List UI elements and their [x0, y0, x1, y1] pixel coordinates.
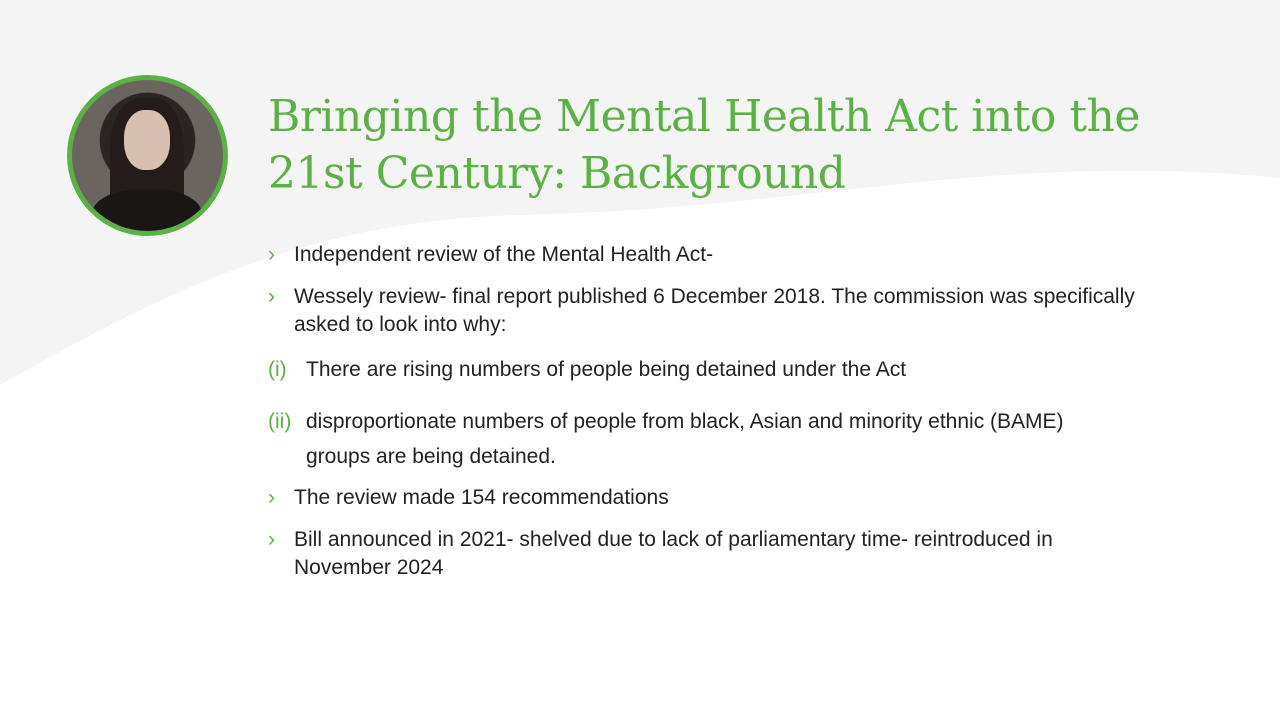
- bullet-item: [268, 283, 1144, 339]
- bullet-text: Wessely review- final report published 6 December 2018. The commission was specifically asked to look into why:: [294, 285, 1135, 336]
- roman-numeral-marker: (i): [268, 358, 287, 381]
- chevron-right-icon: ›: [268, 243, 275, 266]
- bullet-text: Independent review of the Mental Health Act-: [294, 243, 714, 266]
- bullet-text: There are rising numbers of people being detained under the Act: [306, 358, 907, 381]
- bullet-item: [268, 241, 1144, 269]
- slide-title: Bringing the Mental Health Act into the 21st Century: Background: [268, 91, 1140, 199]
- bullet-text: Bill announced in 2021- shelved due to lack of parliamentary time- reintroduced in November 2024: [294, 528, 1053, 579]
- chevron-right-icon: ›: [268, 528, 275, 551]
- bullet-text: The review made 154 recommendations: [294, 486, 669, 509]
- bullet-text: disproportionate numbers of people from black, Asian and minority ethnic (BAME) groups are being detained.: [306, 410, 1064, 468]
- roman-numeral-marker: (ii): [268, 410, 292, 433]
- bullet-item: [268, 526, 1144, 582]
- bullet-item: [268, 484, 1144, 512]
- chevron-right-icon: ›: [268, 486, 275, 509]
- chevron-right-icon: ›: [268, 285, 275, 308]
- numbered-item: [268, 356, 1156, 384]
- presenter-video-avatar: [67, 75, 228, 236]
- numbered-item: [268, 404, 1106, 474]
